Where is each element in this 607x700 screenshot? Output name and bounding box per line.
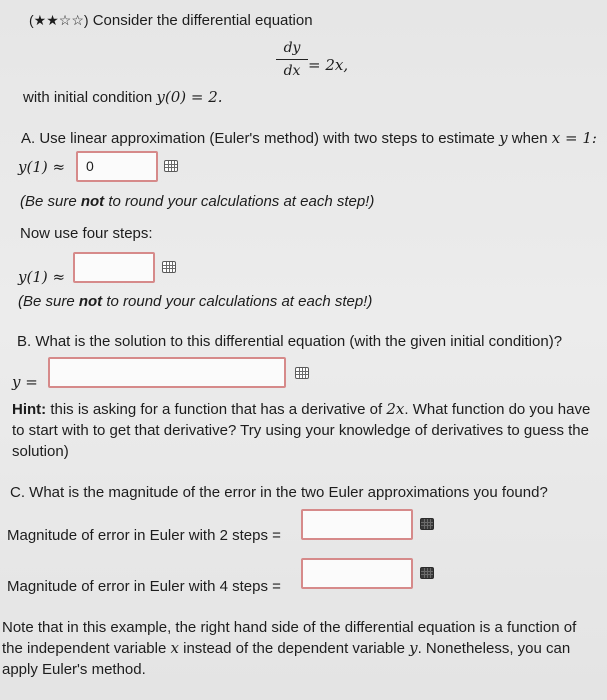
footer-line-1: Note that in this example, the right hand side of the differential equation is a function of [2, 619, 577, 636]
solution-answer-input[interactable] [48, 357, 286, 388]
keypad-icon[interactable] [420, 518, 434, 530]
question-header [29, 12, 313, 29]
y1-label-two-steps: y(1) ≈ [18, 158, 66, 176]
footer-line2-pre: the independent variable [2, 640, 171, 657]
difficulty-stars: (★★☆☆) [29, 12, 89, 28]
four-steps-label: Now use four steps: [20, 225, 153, 242]
y1-label-four-steps: y(1) ≈ [18, 268, 66, 286]
hint-label: Hint: [12, 401, 47, 418]
initial-condition-math: y(0) = 2. [156, 88, 223, 106]
error-two-steps-label: Magnitude of error in Euler with 2 steps = [7, 527, 281, 544]
part-a-note-2 [18, 293, 372, 310]
hint-line1-post: . What function do you have [404, 401, 591, 418]
keypad-icon[interactable] [295, 367, 309, 379]
hint-line1-math: 2x [386, 400, 405, 418]
initial-condition-text: with initial condition [23, 89, 153, 106]
equation-rhs: = 2x, [308, 56, 349, 74]
footer-note [2, 617, 607, 680]
error-four-steps-input[interactable] [301, 558, 413, 589]
note2-text-post: to round your calculations at each step!) [102, 293, 373, 310]
note-text-bold: not [80, 193, 105, 210]
part-a-note [20, 193, 374, 210]
hint-line-1 [12, 399, 607, 420]
hint-line-2: to start with to get that derivative? Try using your knowledge of derivatives to guess the [12, 422, 589, 439]
hint-line1-pre: this is asking for a function that has a derivative of [46, 401, 387, 418]
footer-var-x: x [170, 639, 179, 657]
part-a-var-x: x = 1: [551, 129, 597, 147]
footer-line-3: apply Euler's method. [2, 661, 146, 678]
derivative-fraction [272, 40, 312, 79]
footer-line2-mid: instead of the dependent variable [178, 640, 410, 657]
footer-line-2 [2, 638, 607, 659]
part-a-prompt-text: A. Use linear approximation (Euler's method) with two steps to estimate [21, 130, 495, 147]
part-b-prompt: B. What is the solution to this differential equation (with the given initial condition)? [17, 333, 563, 350]
fraction-numerator: dy [283, 40, 301, 56]
y-equals-label: y = [12, 373, 38, 391]
error-four-steps-label: Magnitude of error in Euler with 4 steps = [7, 578, 281, 595]
part-b-hint [12, 399, 607, 462]
four-steps-answer-input[interactable] [73, 252, 155, 283]
keypad-icon[interactable] [162, 261, 176, 273]
initial-condition [23, 88, 223, 106]
note2-text-pre: (Be sure [18, 293, 79, 310]
error-two-steps-input[interactable] [301, 509, 413, 540]
note2-text-bold: not [78, 293, 103, 310]
note-text-pre: (Be sure [20, 193, 81, 210]
part-a-var-y: y [499, 129, 508, 147]
intro-text: Consider the differential equation [92, 12, 313, 29]
keypad-icon[interactable] [420, 567, 434, 579]
footer-line2-post: . Nonetheless, you can [417, 640, 571, 657]
keypad-icon[interactable] [164, 160, 178, 172]
note-text-post: to round your calculations at each step!) [104, 193, 375, 210]
part-a-prompt [21, 129, 597, 147]
hint-line-3: solution) [12, 443, 69, 460]
part-a-when: when [511, 130, 548, 147]
part-c-prompt: C. What is the magnitude of the error in the two Euler approximations you found? [10, 484, 548, 501]
fraction-denominator: dx [283, 63, 301, 79]
fraction-bar [276, 59, 308, 60]
footer-var-y: y [409, 639, 418, 657]
two-steps-answer-input[interactable] [76, 151, 158, 182]
two-steps-answer-value: 0 [86, 158, 94, 174]
